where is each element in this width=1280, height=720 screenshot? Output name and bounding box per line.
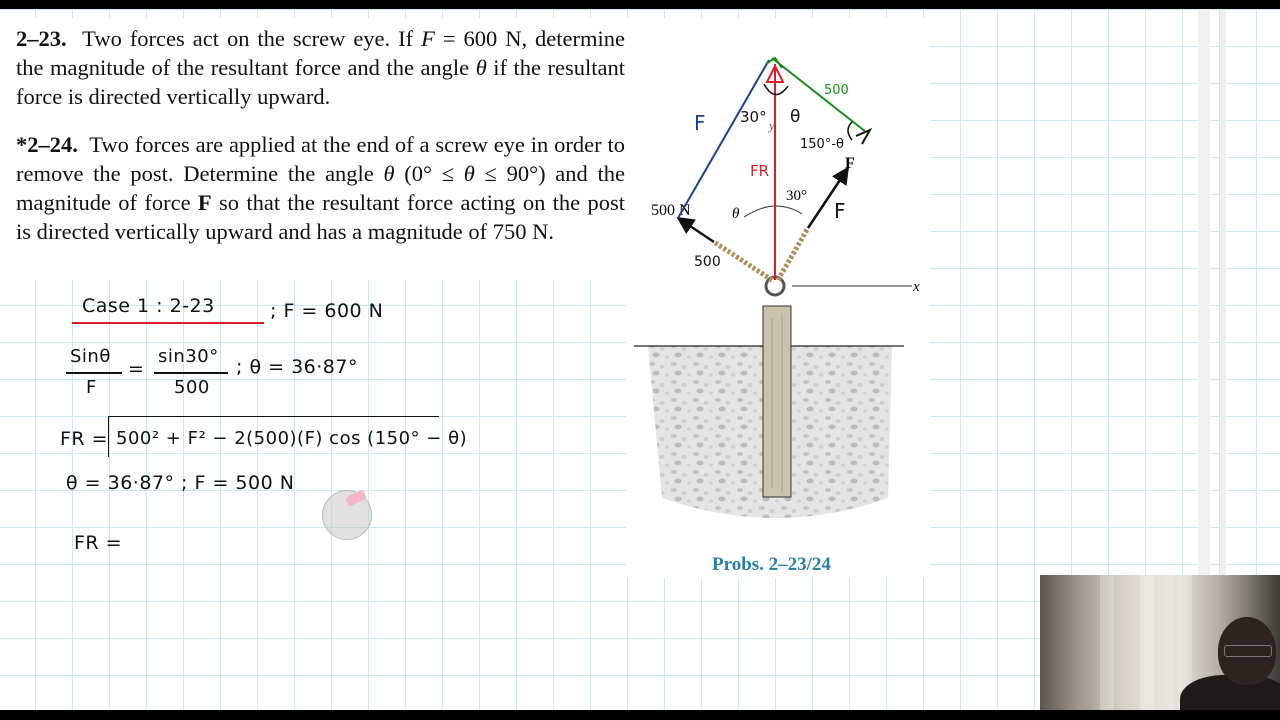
x-axis-label: x: [913, 279, 920, 295]
theta-label: θ: [732, 206, 740, 222]
problem-text: if the resultant force is directed vertically upward.: [16, 55, 625, 109]
problem-text: so that the resultant force acting on the post is directed vertically upward and has a magnitude of 750 N.: [16, 190, 626, 244]
wood-post: [763, 306, 791, 497]
problem-number: *2–24.: [16, 132, 78, 157]
sine-result: ; θ = 36·87°: [236, 356, 358, 378]
variable-F: F: [421, 26, 435, 51]
fr-final: FR =: [74, 532, 123, 554]
variable-F-bold: F: [197, 190, 212, 215]
problem-text: (0° ≤: [394, 161, 464, 186]
hand-F-left: F: [694, 111, 706, 135]
problem-text: Two forces are applied at the end of a screw eye in order to remove the post. Determine the angle: [16, 132, 626, 186]
hand-F-right: F: [834, 199, 846, 223]
variable-theta: θ: [383, 161, 395, 186]
sine-lhs-num: Sinθ: [70, 346, 111, 367]
figure-caption: Probs. 2–23/24: [712, 554, 831, 575]
hand-green-500-side: [772, 58, 866, 132]
case-underline: [72, 322, 264, 324]
sine-rhs-den: 500: [174, 377, 210, 398]
result-line: θ = 36·87° ; F = 500 N: [66, 472, 295, 494]
webcam-overlay: [1040, 575, 1280, 710]
hand-angle-arc-right: [848, 122, 852, 140]
sine-equals: =: [128, 358, 145, 380]
letterbox-top: [0, 0, 1280, 9]
hand-500-green: 500: [824, 83, 849, 98]
sine-rhs-num: sin30°: [158, 346, 219, 367]
hand-FR: FR: [750, 162, 770, 180]
figure-drawing: [626, 18, 930, 578]
hand-theta: θ: [790, 107, 801, 127]
letterbox-bottom: [0, 710, 1280, 720]
rope-left: [714, 242, 772, 280]
problem-number: 2–23.: [16, 26, 67, 51]
problem-2-24: [16, 130, 625, 246]
thirty-label: 30°: [786, 188, 807, 204]
sine-rhs-bar: [154, 372, 228, 374]
rope-right: [778, 228, 808, 280]
variable-theta: θ: [475, 55, 487, 80]
hand-500-rope: 500: [694, 254, 721, 270]
fr-eq-rhs: 500² + F² − 2(500)(F) cos (150° − θ): [116, 428, 468, 449]
case-given: ; F = 600 N: [270, 300, 384, 322]
sine-lhs-den: F: [86, 377, 97, 398]
force-500N-arrow: [678, 218, 714, 242]
hand-30: 30°: [740, 108, 767, 126]
variable-theta: θ: [463, 161, 475, 186]
problem-text: ≤ 90°) and the magnitude of force: [16, 161, 625, 215]
problem-2-23: [16, 24, 625, 111]
force-F-label: F: [845, 155, 855, 172]
force-500N-label: 500 N: [651, 202, 691, 219]
case-label: Case 1 : 2-23: [82, 295, 215, 317]
problem-text: Two forces act on the screw eye. If: [82, 26, 422, 51]
thirty-arc: [775, 206, 802, 214]
hand-black-tip: [856, 130, 870, 144]
sine-lhs-bar: [66, 372, 122, 374]
problem-text: = 600 N, determine the magnitude of the resultant force and the angle: [16, 26, 625, 80]
fr-eq-lhs: FR =: [60, 428, 109, 450]
theta-arc: [744, 206, 775, 217]
hand-150-theta: 150°-θ: [800, 137, 844, 152]
problem-statements: [0, 18, 640, 280]
hand-blue-F-side: [678, 60, 769, 218]
screw-eye-figure: [626, 18, 930, 578]
y-axis-label: y: [769, 118, 775, 133]
